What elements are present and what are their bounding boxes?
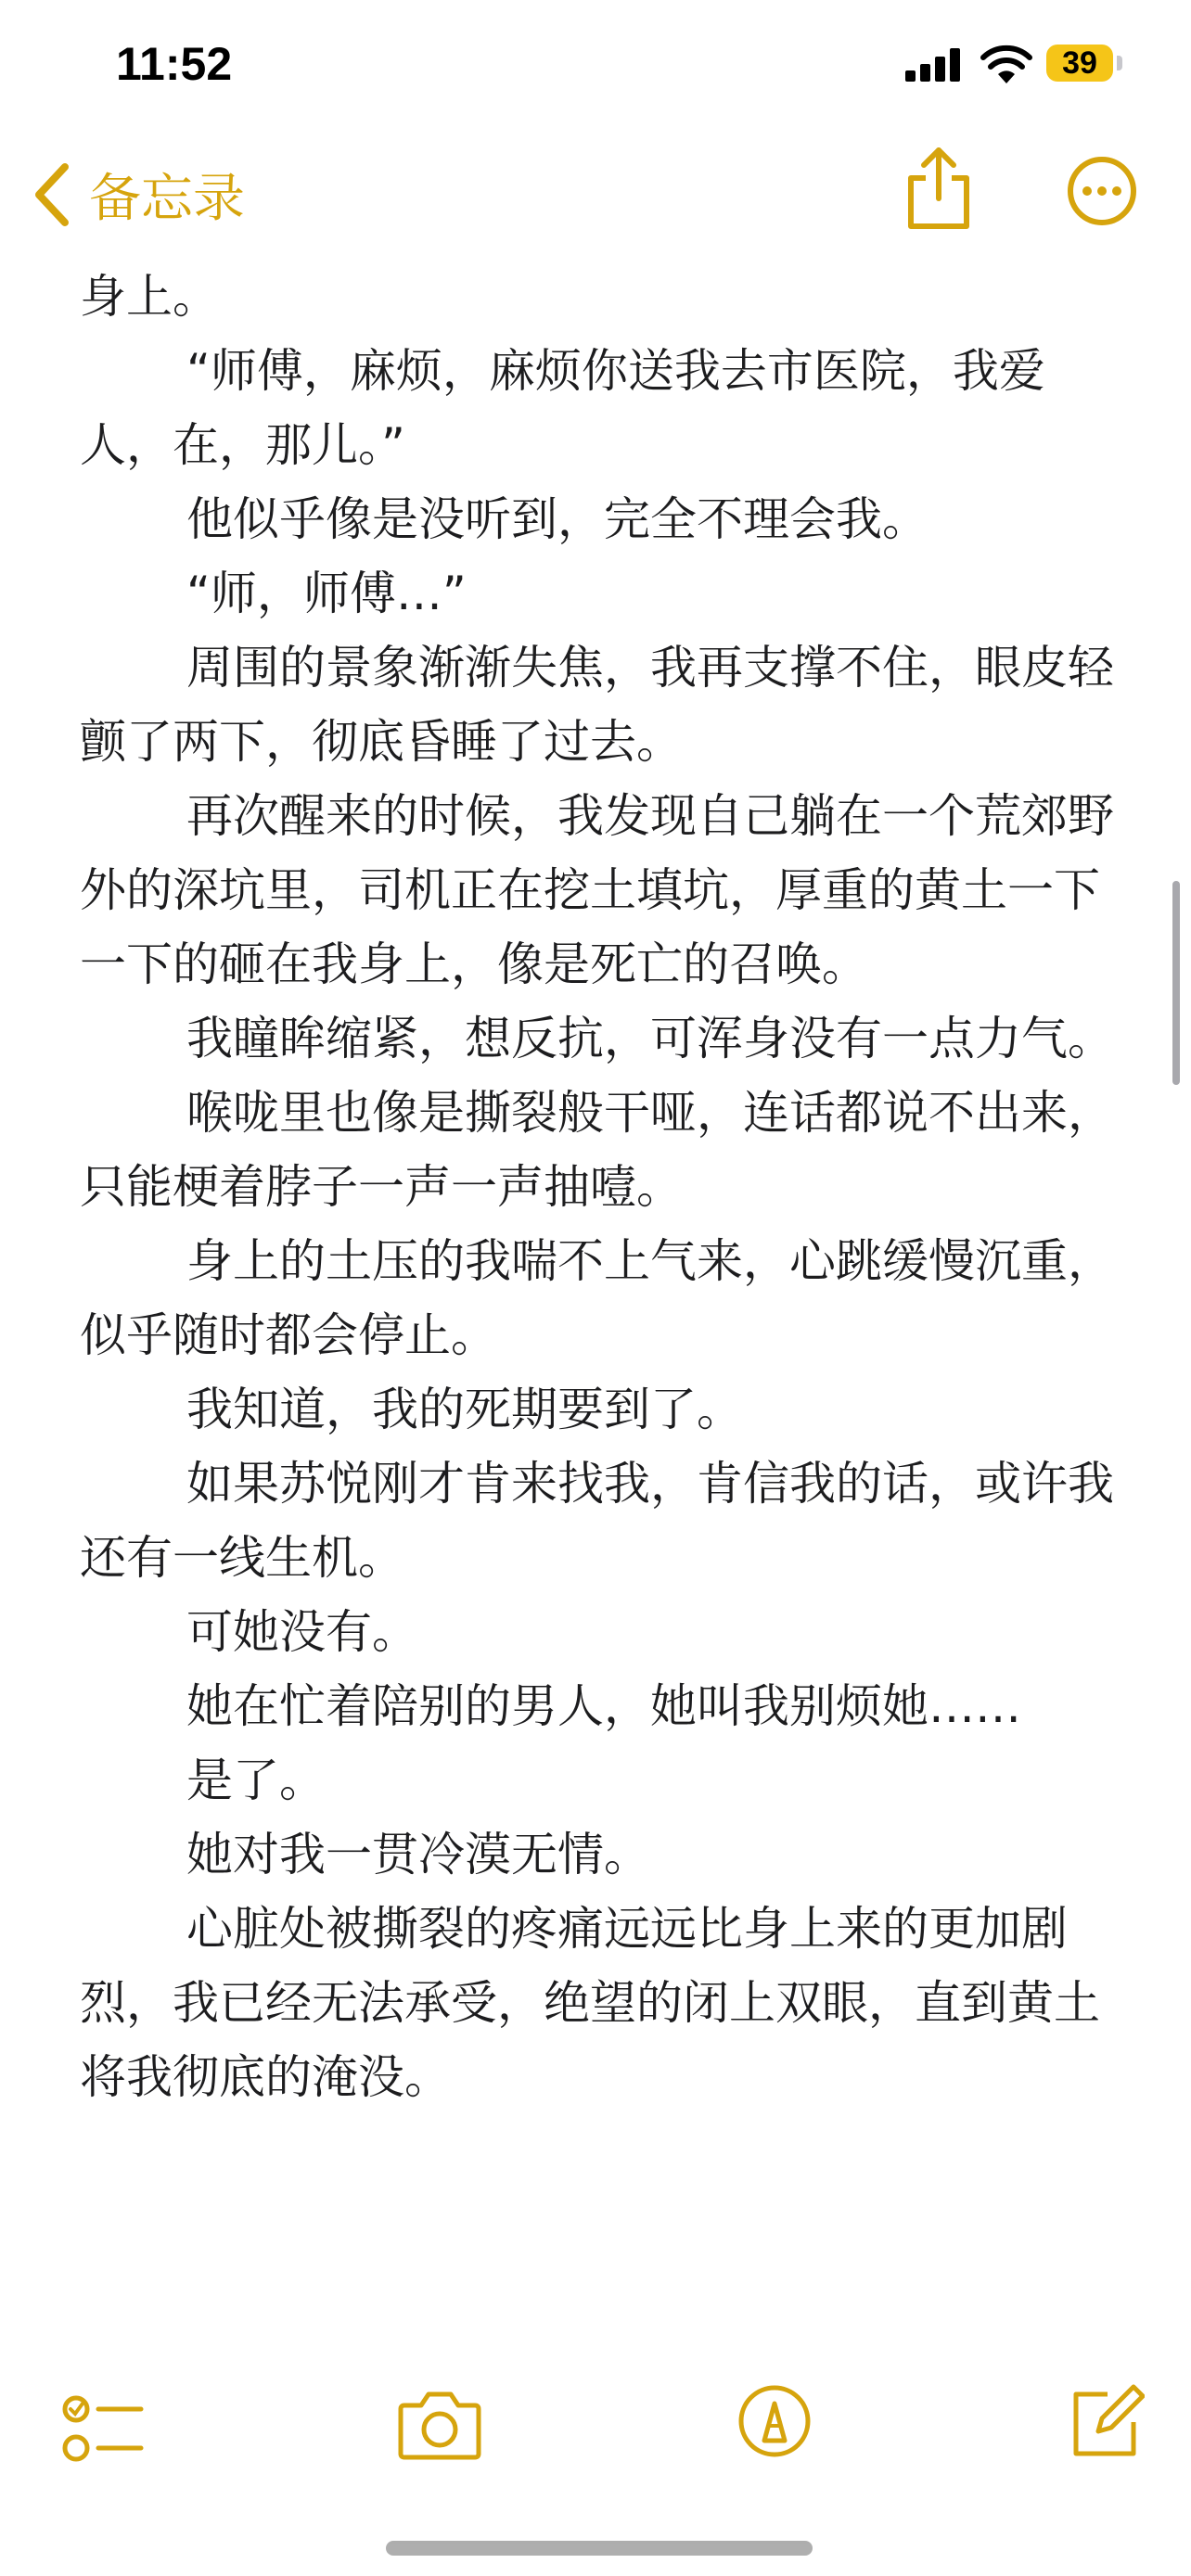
camera-icon[interactable] (397, 2387, 482, 2461)
note-paragraph: 可她没有。 (186, 1605, 418, 1659)
note-body[interactable] (80, 260, 1119, 2114)
battery-tip (1117, 56, 1122, 70)
wifi-icon (980, 43, 1033, 83)
note-paragraph: 如果苏悦刚才肯来找我，肯信我的话，或许我还有一线生机。 (80, 1457, 1114, 1585)
share-icon[interactable] (902, 145, 976, 234)
note-paragraph: 喉咙里也像是撕裂般干哑，连话都说不出来，只能梗着脖子一声一声抽噎。 (80, 1086, 1114, 1214)
back-button[interactable] (32, 158, 245, 232)
scrollbar[interactable] (1172, 881, 1180, 1085)
note-paragraph: “师傅，麻烦，麻烦你送我去市医院，我爱人，在，那儿。” (80, 344, 1045, 472)
compose-icon[interactable] (1067, 2383, 1145, 2461)
chevron-left-icon (32, 161, 70, 228)
note-paragraph: 她对我一贯冷漠无情。 (186, 1828, 650, 1881)
cellular-signal-icon (905, 48, 963, 82)
note-paragraph: 再次醒来的时候，我发现自己躺在一个荒郊野外的深坑里，司机正在挖土填坑，厚重的黄土一下一下的砸在我身上，像是死亡的召唤。 (80, 789, 1114, 991)
note-paragraph: 是了。 (186, 1753, 326, 1807)
navigation-bar (0, 139, 1191, 260)
bottom-toolbar (0, 2374, 1191, 2485)
checklist-icon[interactable] (61, 2391, 145, 2468)
note-paragraph: “师，师傅…” (186, 567, 467, 620)
battery-icon: 39 (1046, 45, 1113, 82)
note-paragraph: 身上的土压的我喘不上气来，心跳缓慢沉重，似乎随时都会停止。 (80, 1234, 1114, 1362)
note-paragraph: 周围的景象渐渐失焦，我再支撑不住，眼皮轻颤了两下，彻底昏睡了过去。 (80, 641, 1114, 769)
ellipsis-circle-icon[interactable] (1067, 156, 1137, 226)
back-label: 备忘录 (89, 169, 245, 229)
status-time: 11:52 (116, 38, 233, 90)
note-paragraph: 他似乎像是没听到，完全不理会我。 (186, 492, 928, 546)
status-bar (0, 0, 1191, 139)
note-paragraph: 身上。 (80, 270, 219, 324)
markup-pen-icon[interactable] (736, 2383, 813, 2459)
note-paragraph: 我瞳眸缩紧，想反抗，可浑身没有一点力气。 (186, 1012, 1114, 1065)
note-paragraph: 我知道，我的死期要到了。 (186, 1383, 743, 1436)
note-paragraph: 心脏处被撕裂的疼痛远远比身上来的更加剧烈，我已经无法承受，绝望的闭上双眼，直到黄土将我彻底的淹没。 (80, 1902, 1100, 2104)
note-paragraph: 她在忙着陪别的男人，她叫我别烦她…… (186, 1679, 1021, 1733)
